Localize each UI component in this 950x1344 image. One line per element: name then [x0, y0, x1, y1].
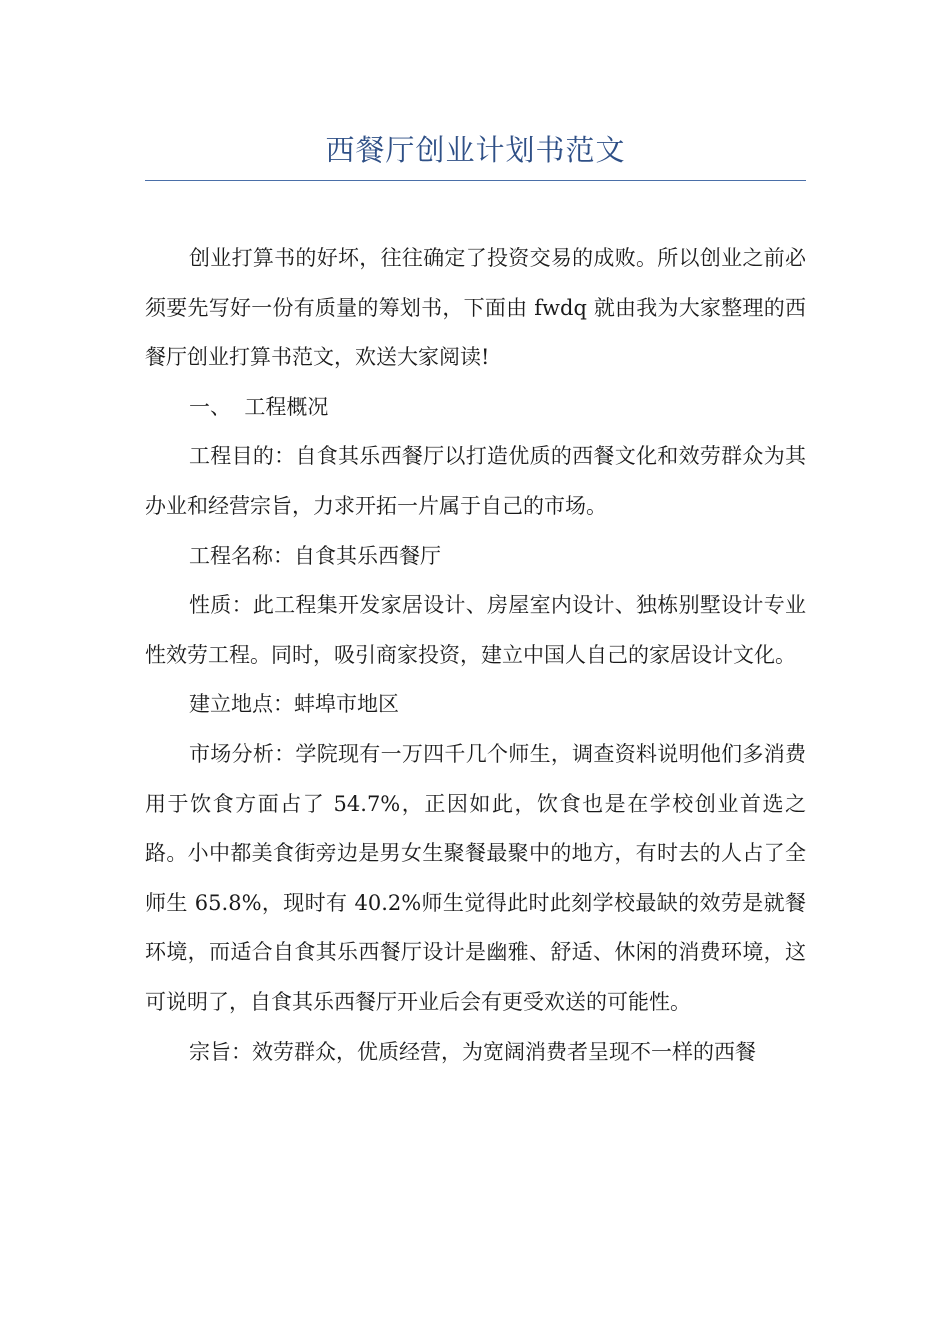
document-title: 西餐厅创业计划书范文 — [325, 133, 626, 167]
paragraph-market-analysis: 市场分析：学院现有一万四千几个师生，调查资料说明他们多消费用于饮食方面占了 54.7%，正因如此，饮食也是在学校创业首选之路。小中都美食街旁边是男女生聚餐最聚中的地方，有时去的人占了全师生 65.8%，现时有 40.2%师生觉得此时此刻学校最缺的效劳是就餐环境，而适合自食其乐西餐厅设计是幽雅、舒适、休闲的消费环境，这可说明了，自食其乐西餐厅开业后会有更受欢送的可能性。 — [145, 741, 806, 1014]
paragraph-nature: 性质：此工程集开发家居设计、房屋室内设计、独栋别墅设计专业性效劳工程。同时，吸引商家投资，建立中国人自己的家居设计文化。 — [145, 593, 806, 667]
paragraph-purpose: 宗旨：效劳群众，优质经营，为宽阔消费者呈现不一样的西餐 — [189, 1039, 756, 1064]
title-underline — [145, 180, 806, 181]
paragraph-project-name: 工程名称：自食其乐西餐厅 — [189, 543, 441, 568]
paragraph-project-goal: 工程目的：自食其乐西餐厅以打造优质的西餐文化和效劳群众为其办业和经营宗旨，力求开拓一片属于自己的市场。 — [145, 444, 806, 518]
paragraph-section-heading: 一、 工程概况 — [189, 394, 329, 419]
paragraph-intro: 创业打算书的好坏，往往确定了投资交易的成败。所以创业之前必须要先写好一份有质量的筹划书，下面由 fwdq 就由我为大家整理的西餐厅创业打算书范文，欢送大家阅读! — [145, 246, 806, 370]
document-body — [145, 234, 806, 1077]
paragraph-location: 建立地点：蚌埠市地区 — [189, 692, 399, 717]
